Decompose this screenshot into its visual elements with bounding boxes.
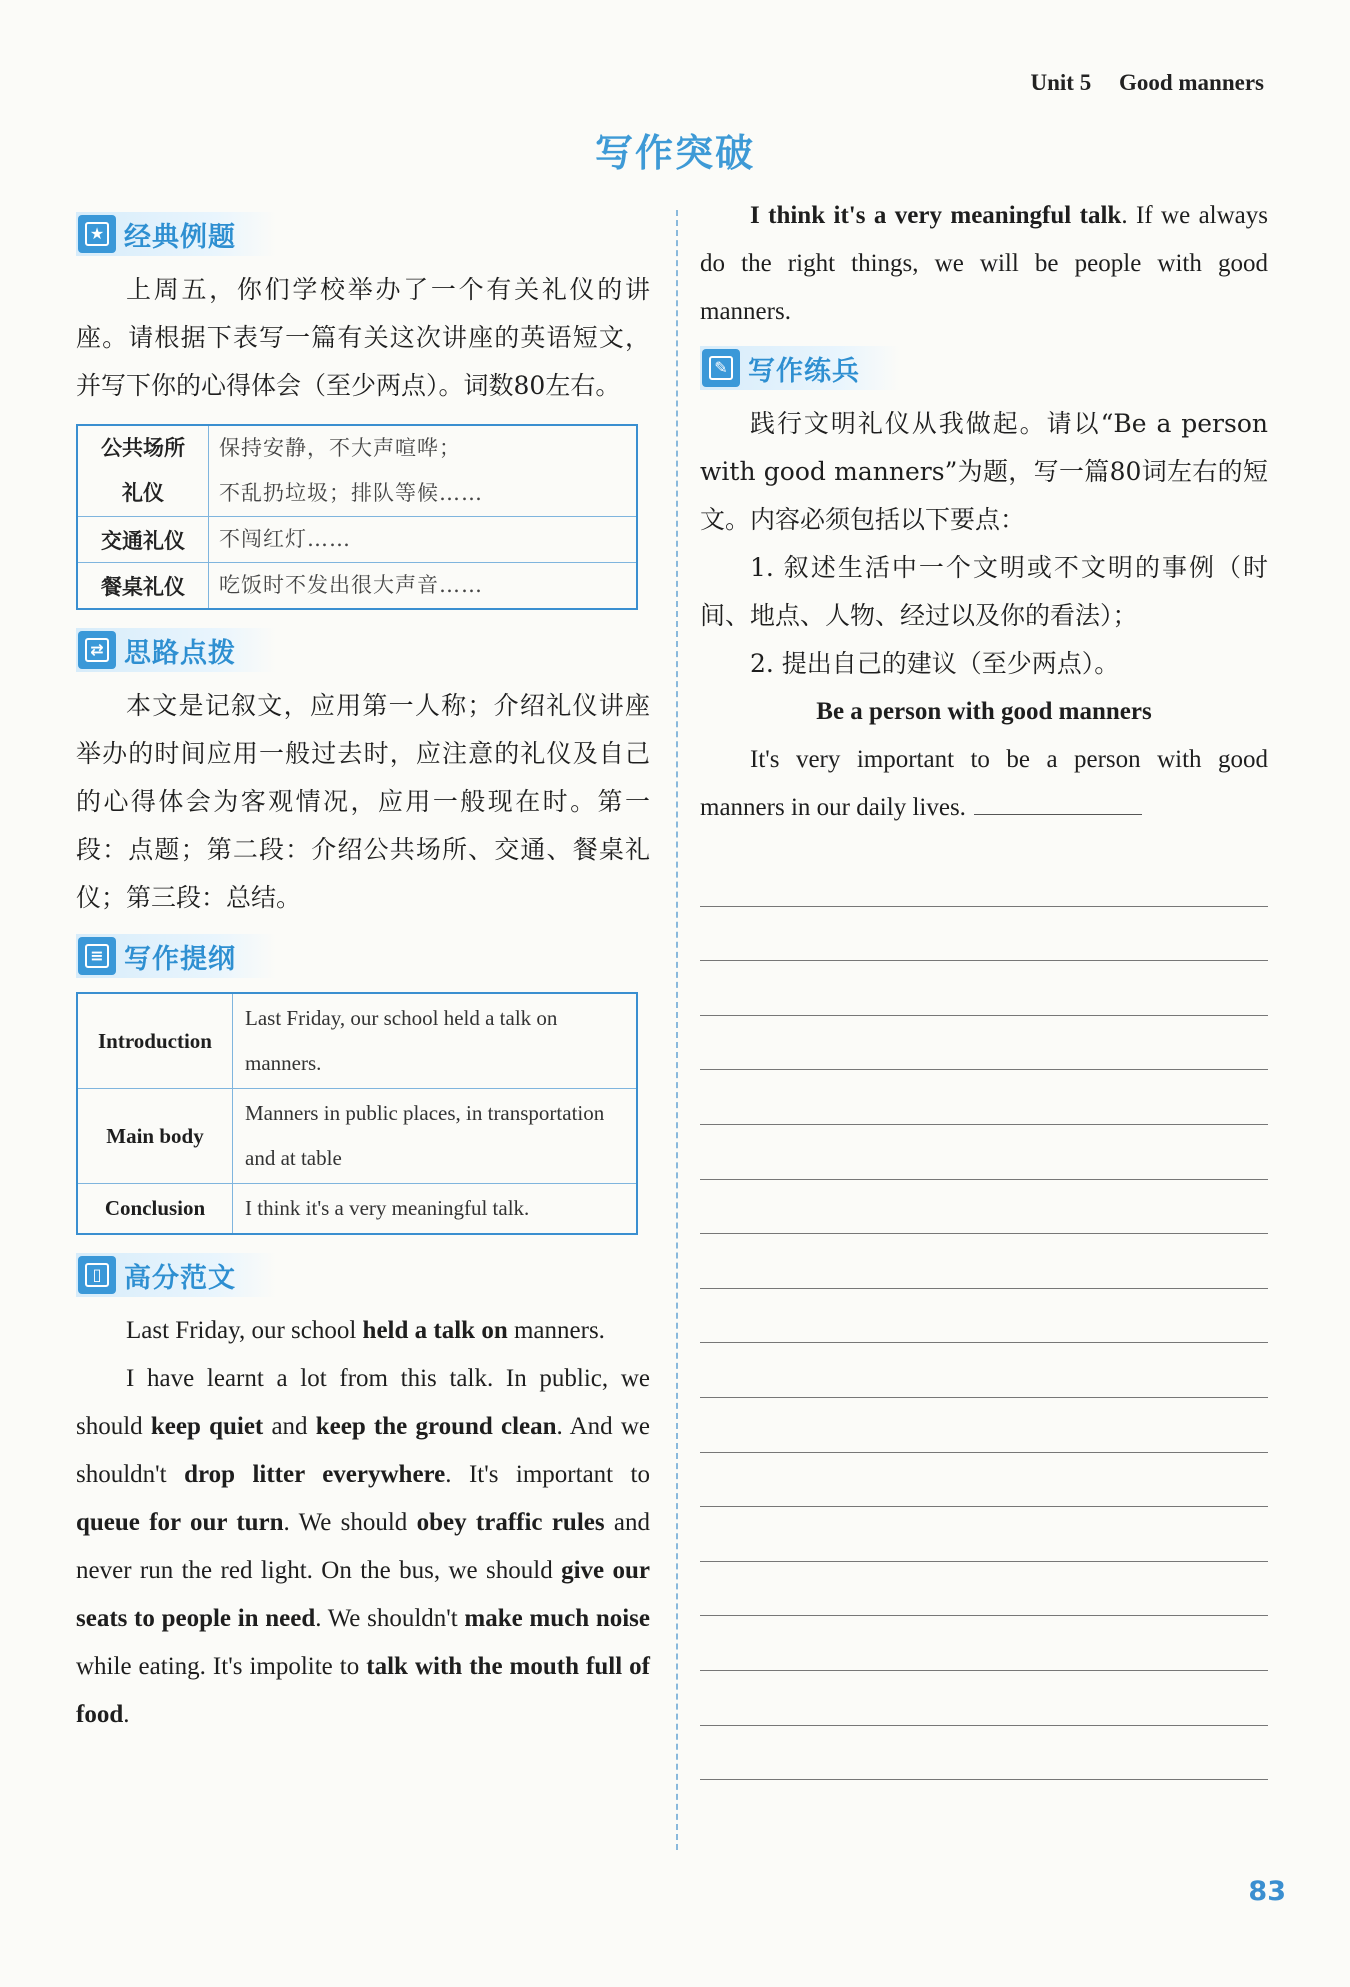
table-row (77, 1184, 637, 1235)
table-key-cell: 餐桌礼仪 (77, 563, 209, 610)
writing-line[interactable] (700, 1507, 1268, 1562)
writing-line[interactable] (700, 1671, 1268, 1726)
writing-blank-inline[interactable] (974, 794, 1142, 815)
table-value-cell (209, 425, 638, 517)
table-key-cell (77, 425, 209, 517)
section-header-outline (76, 934, 276, 978)
table-key-cell: Conclusion (77, 1184, 233, 1235)
section-title: 写作练兵 (748, 355, 860, 387)
pencil-icon: ✎ (702, 349, 740, 387)
etiquette-table (76, 424, 638, 610)
table-value-line: 不乱扔垃圾；排队等候…… (219, 481, 483, 505)
writing-line[interactable] (700, 907, 1268, 962)
writing-line[interactable] (700, 852, 1268, 907)
writing-line[interactable] (700, 1616, 1268, 1671)
table-value-line: 不闯红灯…… (219, 527, 351, 551)
left-column (76, 208, 650, 1739)
section-header-practice (700, 346, 900, 390)
table-value-cell: Last Friday, our school held a talk on manners. (233, 993, 638, 1089)
table-row (77, 1089, 637, 1184)
writing-line[interactable] (700, 1398, 1268, 1453)
practice-point-1: 1. 叙述生活中一个文明或不文明的事例（时间、地点、人物、经过以及你的看法）； (700, 553, 1268, 630)
table-key-cell: 交通礼仪 (77, 517, 209, 563)
section-title: 思路点拨 (124, 637, 236, 669)
outline-table (76, 992, 638, 1235)
column-divider (676, 210, 678, 1850)
section-title: 高分范文 (124, 1262, 236, 1294)
route-icon: ⇄ (78, 631, 116, 669)
running-head (1031, 70, 1265, 96)
model-essay-paragraph-1: Last Friday, our school held a talk on manners. (126, 1317, 605, 1344)
table-value-cell (209, 517, 638, 563)
thinking-text: 本文是记叙文，应用第一人称；介绍礼仪讲座举办的时间应用一般过去时，应注意的礼仪及自己的心得体会为客观情况，应用一般现在时。第一段：点题；第二段：介绍公共场所、交通、餐桌礼仪；第三段：总结。 (76, 691, 650, 912)
writing-line[interactable] (700, 1125, 1268, 1180)
table-key-cell: Introduction (77, 993, 233, 1089)
example-prompt: 上周五，你们学校举办了一个有关礼仪的讲座。请根据下表写一篇有关这次讲座的英语短文，并写下你的心得体会（至少两点）。词数80左右。 (76, 275, 650, 400)
page-title: 写作突破 (594, 131, 755, 175)
writing-line[interactable] (700, 1070, 1268, 1125)
table-value-line: 保持安静，不大声喧哗； (219, 436, 461, 460)
table-row (77, 517, 637, 563)
practice-point-2: 2. 提出自己的建议（至少两点）。 (750, 649, 1120, 678)
table-value-line: 吃饭时不发出很大声音…… (219, 573, 483, 597)
table-value-cell: I think it's a very meaningful talk. (233, 1184, 638, 1235)
model-essay-paragraph-2: I have learnt a lot from this talk. In public, we should keep quiet and keep the ground clean. And we shouldn't drop litter everywhere. It's important to queue for our turn. We should obey traffic rules and never run the red light. On the bus, we should give our seats to people in need. We shouldn't make much noise while eating. It's impolite to talk with the mouth full of food. (76, 1365, 651, 1728)
practice-essay-title: Be a person with good manners (816, 698, 1152, 725)
model-essay-paragraph-3: I think it's a very meaningful talk. If we always do the right things, we will be people with good manners. (700, 202, 1268, 325)
writing-lines[interactable] (700, 852, 1268, 1780)
outline-icon: ≡ (78, 937, 116, 975)
section-title: 写作提纲 (124, 943, 236, 975)
table-key-line: 公共场所 (101, 436, 185, 460)
table-row (77, 993, 637, 1089)
writing-line[interactable] (700, 961, 1268, 1016)
table-value-cell: Manners in public places, in transportation and at table (233, 1089, 638, 1184)
right-column (700, 202, 1268, 1780)
writing-line[interactable] (700, 1289, 1268, 1344)
writing-line[interactable] (700, 1343, 1268, 1398)
practice-essay-start: It's very important to be a person with good manners in our daily lives. (700, 746, 1268, 821)
writing-line[interactable] (700, 1180, 1268, 1235)
table-row (77, 563, 637, 610)
section-header-thinking (76, 628, 276, 672)
writing-line[interactable] (700, 1726, 1268, 1781)
writing-line[interactable] (700, 1453, 1268, 1508)
writing-line[interactable] (700, 1016, 1268, 1071)
writing-line[interactable] (700, 1234, 1268, 1289)
page-number: 83 (1248, 1876, 1286, 1907)
unit-label: Unit 5 (1030, 70, 1092, 95)
book-icon: ▯ (78, 1256, 116, 1294)
table-key-line: 礼仪 (122, 481, 164, 505)
star-icon: ★ (78, 215, 116, 253)
table-key-cell: Main body (77, 1089, 233, 1184)
table-value-cell (209, 563, 638, 610)
writing-line[interactable] (700, 1562, 1268, 1617)
section-title: 经典例题 (124, 221, 236, 253)
unit-title: Good manners (1118, 70, 1264, 95)
section-header-example (76, 212, 276, 256)
section-header-model (76, 1253, 276, 1297)
table-row (77, 425, 637, 517)
practice-prompt: 践行文明礼仪从我做起。请以“Be a person with good manners”为题，写一篇80词左右的短文。内容必须包括以下要点： (700, 409, 1268, 534)
